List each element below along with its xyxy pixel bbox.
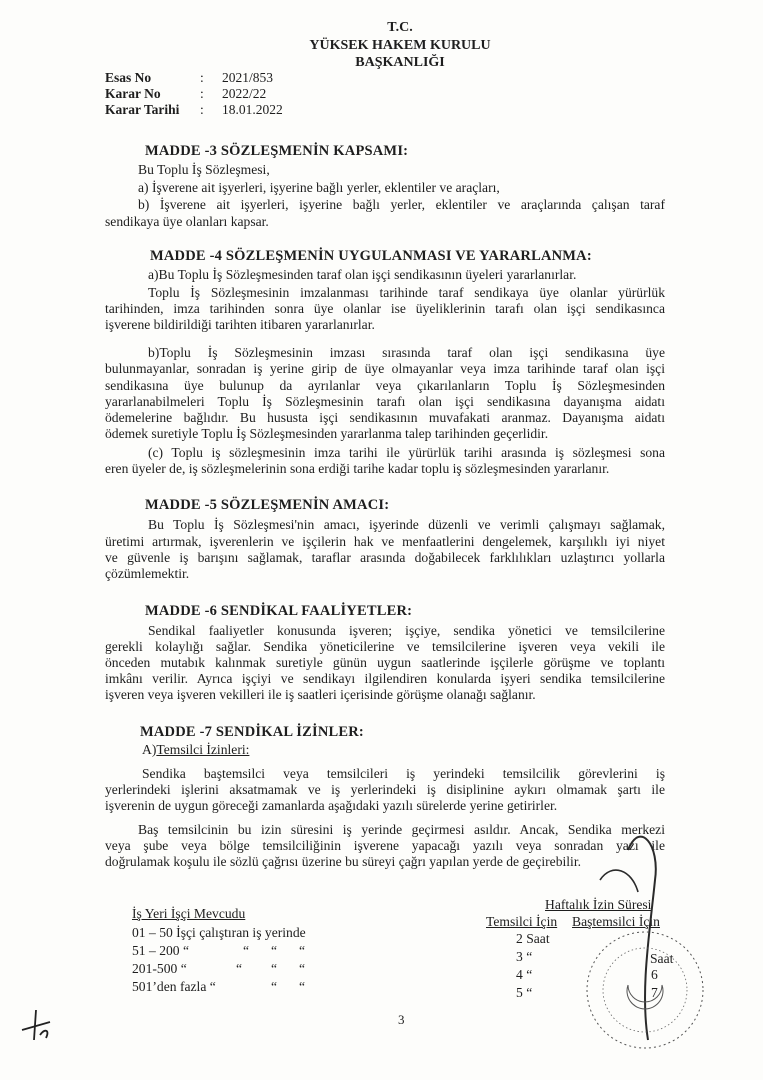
madde5-line: çözümlemektir. — [105, 566, 190, 581]
table-row-3: 201-500 “ — [132, 961, 187, 976]
madde7-line: veya şube veya bölge temsilciliğinin işverene yapacağı yazılı veya sonradan yazı ile — [105, 838, 665, 853]
esas-label: Esas No — [105, 70, 152, 85]
ditto-mark: “ — [299, 943, 306, 958]
ditto-mark: “ — [271, 961, 278, 976]
madde5-heading: MADDE -5 SÖZLEŞMENİN AMACI: — [145, 497, 390, 513]
meta-tarih — [105, 102, 283, 118]
madde6-line: önceden mutabık kalınmak suretiyle günün uygun saatlerinde işçilerle görüşme ve toplantı — [105, 655, 665, 670]
esas-value: 2021/853 — [222, 70, 274, 85]
meta-esas — [105, 70, 273, 86]
col1-value: 5 “ — [516, 985, 533, 1000]
col2-value: 7 — [651, 985, 658, 1000]
ditto-mark: “ — [299, 979, 306, 994]
header-presidency: BAŞKANLIĞI — [355, 55, 445, 70]
madde4-line: işverene bildirildiği tarihten itibaren yararlanırlar. — [105, 317, 375, 332]
tarih-label: Karar Tarihi — [105, 102, 180, 117]
madde4-line: yararlanabilmeleri Toplu İş Sözleşmesinin tarafı olan işçi sendikasına dayanışma aidatı — [105, 394, 665, 409]
madde3-line: sendikaya üye olanları kapsar. — [105, 214, 269, 229]
madde7-line: yerlerindeki işlerini aksatmamak ve iş yerlerindeki iş disiplinine aykırı olmamak şartı ile — [105, 782, 665, 797]
ditto-mark: “ — [236, 961, 243, 976]
ditto-mark: “ — [243, 943, 250, 958]
madde4-line: tarihinden, imza tarihinden sonra üye olanlar ise üyeliklerinin tarafı olan işçi sendikasınca — [105, 301, 665, 316]
col1-value: 3 “ — [516, 949, 533, 964]
esas-colon: : — [200, 70, 204, 85]
madde6-heading: MADDE -6 SENDİKAL FAALİYETLER: — [145, 603, 413, 619]
madde5-line: Bu Toplu İş Sözleşmesi'nin amacı, işyerinde düzenli ve verimli çalışmayı sağlamak, — [148, 517, 665, 532]
madde4-line: a)Bu Toplu İş Sözleşmesinden taraf olan işçi sendikasının üyeleri yararlanırlar. — [148, 267, 577, 282]
madde3-heading: MADDE -3 SÖZLEŞMENİN KAPSAMI: — [145, 143, 409, 159]
header-tc: T.C. — [387, 20, 413, 35]
madde7-heading: MADDE -7 SENDİKAL İZİNLER: — [140, 724, 364, 740]
madde7-subheading — [142, 742, 249, 758]
table-left-header: İş Yeri İşçi Mevcudu — [132, 906, 246, 921]
madde4-line: Toplu İş Sözleşmesinin imzalanması tarihinde taraf sendikaya üye olanlar yürürlük — [148, 285, 665, 300]
table-col1-header: Temsilci İçin — [486, 914, 558, 929]
col2-value: Saat — [650, 951, 674, 966]
karar-value: 2022/22 — [222, 86, 267, 101]
madde6-line: imkânı verilir. Ayrıca işçiyi ve sendikayı ilgilendiren konularda işyeri sendika temsilcilerine — [105, 671, 665, 686]
madde4-line: eren üyeler de, iş sözleşmelerinin sona erdiği tarihe kadar toplu iş sözleşmesinden yararlanır. — [105, 461, 610, 476]
madde7-line: Sendika baştemsilci veya temsilcileri iş yerindeki temsilcilik görevlerini iş — [142, 766, 665, 781]
col1-value: 2 Saat — [516, 931, 550, 946]
madde7-sub-prefix: A) — [142, 742, 157, 757]
madde4-line: (c) Toplu iş sözleşmesinin imza tarihi ile yürürlük tarihi arasında iş sözleşmesi sona — [148, 445, 665, 460]
tarih-colon: : — [200, 102, 204, 117]
col1-value: 4 “ — [516, 967, 533, 982]
page-number: 3 — [398, 1012, 405, 1027]
madde6-line: gerekli kolaylığı sağlar. Sendika yöneticilerine ve temsilcilerine işveren veya vekili ile — [105, 639, 665, 654]
madde4-line: ödemek suretiyle Toplu İş Sözleşmesinden yararlanma talep tarihinden geçerlidir. — [105, 426, 549, 441]
madde4-line: bulunmayanlar, sonradan iş yerine girip de üye olmayanlar veya imza tarihinde taraf olan işçi — [105, 361, 665, 376]
madde7-line: işverenin de uygun göreceği zamanlarda aşağıdaki yazılı sürelerde yerine getirirler. — [105, 798, 558, 813]
madde4-line: b)Toplu İş Sözleşmesinin imzası sırasında taraf olan işçi sendikasına üye — [148, 345, 665, 360]
ditto-mark: “ — [271, 979, 278, 994]
table-row-1: 01 – 50 İşçi çalıştıran iş yerinde — [132, 925, 306, 940]
ditto-mark: “ — [271, 943, 278, 958]
tarih-value: 18.01.2022 — [222, 102, 283, 117]
table-col2-header: Baştemsilci İçin — [572, 914, 660, 929]
madde6-line: Sendikal faaliyetler konusunda işveren; işçiye, sendika yönetici ve temsilcilerine — [148, 623, 665, 638]
madde5-line: üretimi artırmak, işverenlerin ve işçilerin hak ve menfaatlerini dengelemek, karşılıklı iyi niyet — [105, 534, 665, 549]
header-institution: YÜKSEK HAKEM KURULU — [309, 38, 491, 53]
madde6-line: işveren veya işveren vekilleri ile iş saatleri içerisinde görüşme olanağı sağlanır. — [105, 687, 536, 702]
madde3-line: b) İşverene ait işyerleri, işyerine bağlı yerler, eklentiler ve araçlarında çalışan taraf — [138, 197, 665, 212]
col2-value: 6 — [651, 967, 658, 982]
madde3-line: a) İşverene ait işyerleri, işyerine bağlı yerler, eklentiler ve araçları, — [138, 180, 500, 195]
madde5-line: ve güvenle iş barışını sağlamak, taraflar arasında doğabilecek farklılıkları uzlaştırıcı yollarla — [105, 550, 665, 565]
madde3-line: Bu Toplu İş Sözleşmesi, — [138, 162, 270, 177]
madde4-line: sendikasına üye bulunup da ayrılanlar veya çıkarılanların Toplu İş Sözleşmesinden — [105, 378, 665, 393]
table-right-header: Haftalık İzin Süresi — [545, 897, 652, 912]
madde7-line: doğrulamak koşulu ile sözlü çağrısı üzerine bu süreyi çağrı yapılan yerde de geçirebilir. — [105, 854, 581, 869]
madde4-heading: MADDE -4 SÖZLEŞMENİN UYGULANMASI VE YARARLANMA: — [150, 248, 592, 264]
table-row-4: 501’den fazla “ — [132, 979, 216, 994]
meta-karar — [105, 86, 266, 102]
karar-label: Karar No — [105, 86, 161, 101]
karar-colon: : — [200, 86, 204, 101]
madde4-line: ödemelerine bağlıdır. Bu hususta işçi sendikasının muvafakati aranmaz. Dayanışma aidatı — [105, 410, 665, 425]
madde7-line: Baş temsilcinin bu izin süresini iş yerinde geçirmesi asıldır. Ancak, Sendika merkezi — [138, 822, 665, 837]
ditto-mark: “ — [299, 961, 306, 976]
madde7-sub-title: Temsilci İzinleri: — [156, 742, 250, 757]
table-row-2: 51 – 200 “ — [132, 943, 190, 958]
